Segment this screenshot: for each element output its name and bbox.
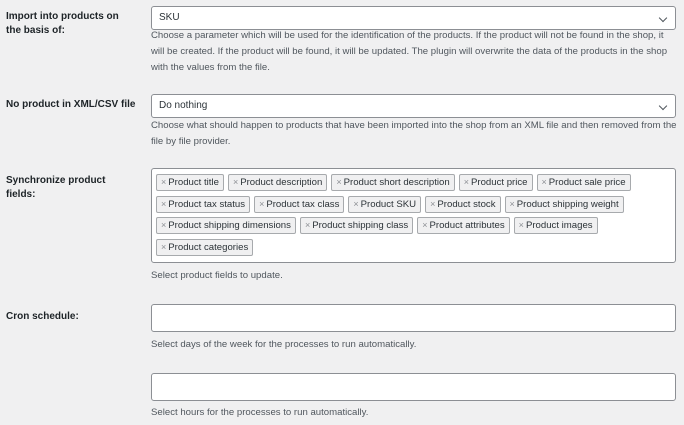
- field-tag-label: Product shipping weight: [516, 198, 619, 210]
- remove-tag-icon[interactable]: ×: [336, 177, 342, 187]
- remove-tag-icon[interactable]: ×: [509, 198, 515, 209]
- field-tag-label: Product short description: [343, 177, 450, 188]
- remove-tag-icon[interactable]: ×: [259, 198, 265, 209]
- cron-schedule-label: Cron schedule:: [6, 311, 79, 322]
- no-product-value: Do nothing: [159, 100, 208, 111]
- field-tag[interactable]: [417, 217, 509, 234]
- no-product-select[interactable]: [151, 94, 676, 118]
- import-basis-select[interactable]: [151, 6, 676, 30]
- remove-tag-icon[interactable]: ×: [463, 177, 469, 187]
- remove-tag-icon[interactable]: ×: [430, 198, 436, 209]
- import-basis-label: Import into products on the basis of:: [6, 11, 119, 36]
- field-tag[interactable]: [156, 174, 224, 191]
- no-product-label: No product in XML/CSV file: [6, 99, 136, 110]
- remove-tag-icon[interactable]: ×: [304, 220, 311, 230]
- chevron-down-icon: [659, 14, 667, 22]
- remove-tag-icon[interactable]: ×: [161, 241, 167, 252]
- import-basis-value: SKU: [159, 12, 180, 23]
- field-tag-label: Product attributes: [429, 220, 505, 231]
- cron-hours-input[interactable]: [151, 373, 676, 401]
- field-tag-label: Product shipping class: [312, 220, 409, 231]
- cron-days-description: Select days of the week for the processes to run automatically.: [151, 339, 417, 350]
- field-tag[interactable]: [505, 196, 624, 213]
- remove-tag-icon[interactable]: ×: [353, 198, 359, 209]
- field-tag[interactable]: [425, 196, 500, 213]
- field-tag[interactable]: [156, 217, 296, 234]
- field-tag[interactable]: [537, 174, 631, 191]
- cron-days-input[interactable]: [151, 304, 676, 332]
- field-tag-label: Product stock: [437, 198, 496, 210]
- field-tag-label: Product SKU: [360, 198, 417, 210]
- remove-tag-icon[interactable]: ×: [161, 220, 167, 230]
- no-product-description: Choose what should happen to products that have been imported into the shop from an XML file and then removed from the file by file provider.: [151, 120, 677, 147]
- remove-tag-icon[interactable]: ×: [518, 220, 524, 230]
- remove-tag-icon[interactable]: ×: [541, 177, 547, 187]
- cron-hours-description: Select hours for the processes to run automatically.: [151, 407, 369, 418]
- import-basis-description: Choose a parameter which will be used for the identification of the products. If the product will not be found in the shop, it will be created. If the product will be found, it will be updated. The plugin will overwrite the data of the products in the shop with the values from the file.: [151, 30, 668, 73]
- field-tag-label: Product categories: [168, 241, 249, 253]
- remove-tag-icon[interactable]: ×: [232, 177, 239, 187]
- field-tag[interactable]: [156, 196, 250, 213]
- sync-fields-multiselect[interactable]: [151, 168, 676, 263]
- field-tag[interactable]: [254, 196, 344, 213]
- chevron-down-icon: [659, 102, 667, 110]
- field-tag-label: Product description: [240, 177, 323, 188]
- sync-fields-description: Select product fields to update.: [151, 270, 283, 281]
- field-tag[interactable]: [331, 174, 454, 191]
- remove-tag-icon[interactable]: ×: [422, 220, 428, 230]
- remove-tag-icon[interactable]: ×: [161, 198, 167, 209]
- field-tag-label: Product tax class: [266, 198, 340, 210]
- field-tag[interactable]: [156, 239, 253, 256]
- sync-fields-label: Synchronize product fields:: [6, 175, 106, 200]
- field-tag-label: Product images: [525, 220, 593, 231]
- field-tag[interactable]: [459, 174, 533, 191]
- field-tag[interactable]: [514, 217, 598, 234]
- field-tag-label: Product shipping dimensions: [168, 220, 291, 231]
- remove-tag-icon[interactable]: ×: [161, 177, 167, 187]
- field-tag-label: Product tax status: [168, 198, 246, 210]
- field-tag[interactable]: [348, 196, 421, 213]
- field-tag-label: Product price: [470, 177, 528, 188]
- field-tag-label: Product sale price: [548, 177, 626, 188]
- field-tag[interactable]: [228, 174, 327, 191]
- field-tag[interactable]: [300, 217, 413, 234]
- field-tag-label: Product title: [168, 177, 219, 188]
